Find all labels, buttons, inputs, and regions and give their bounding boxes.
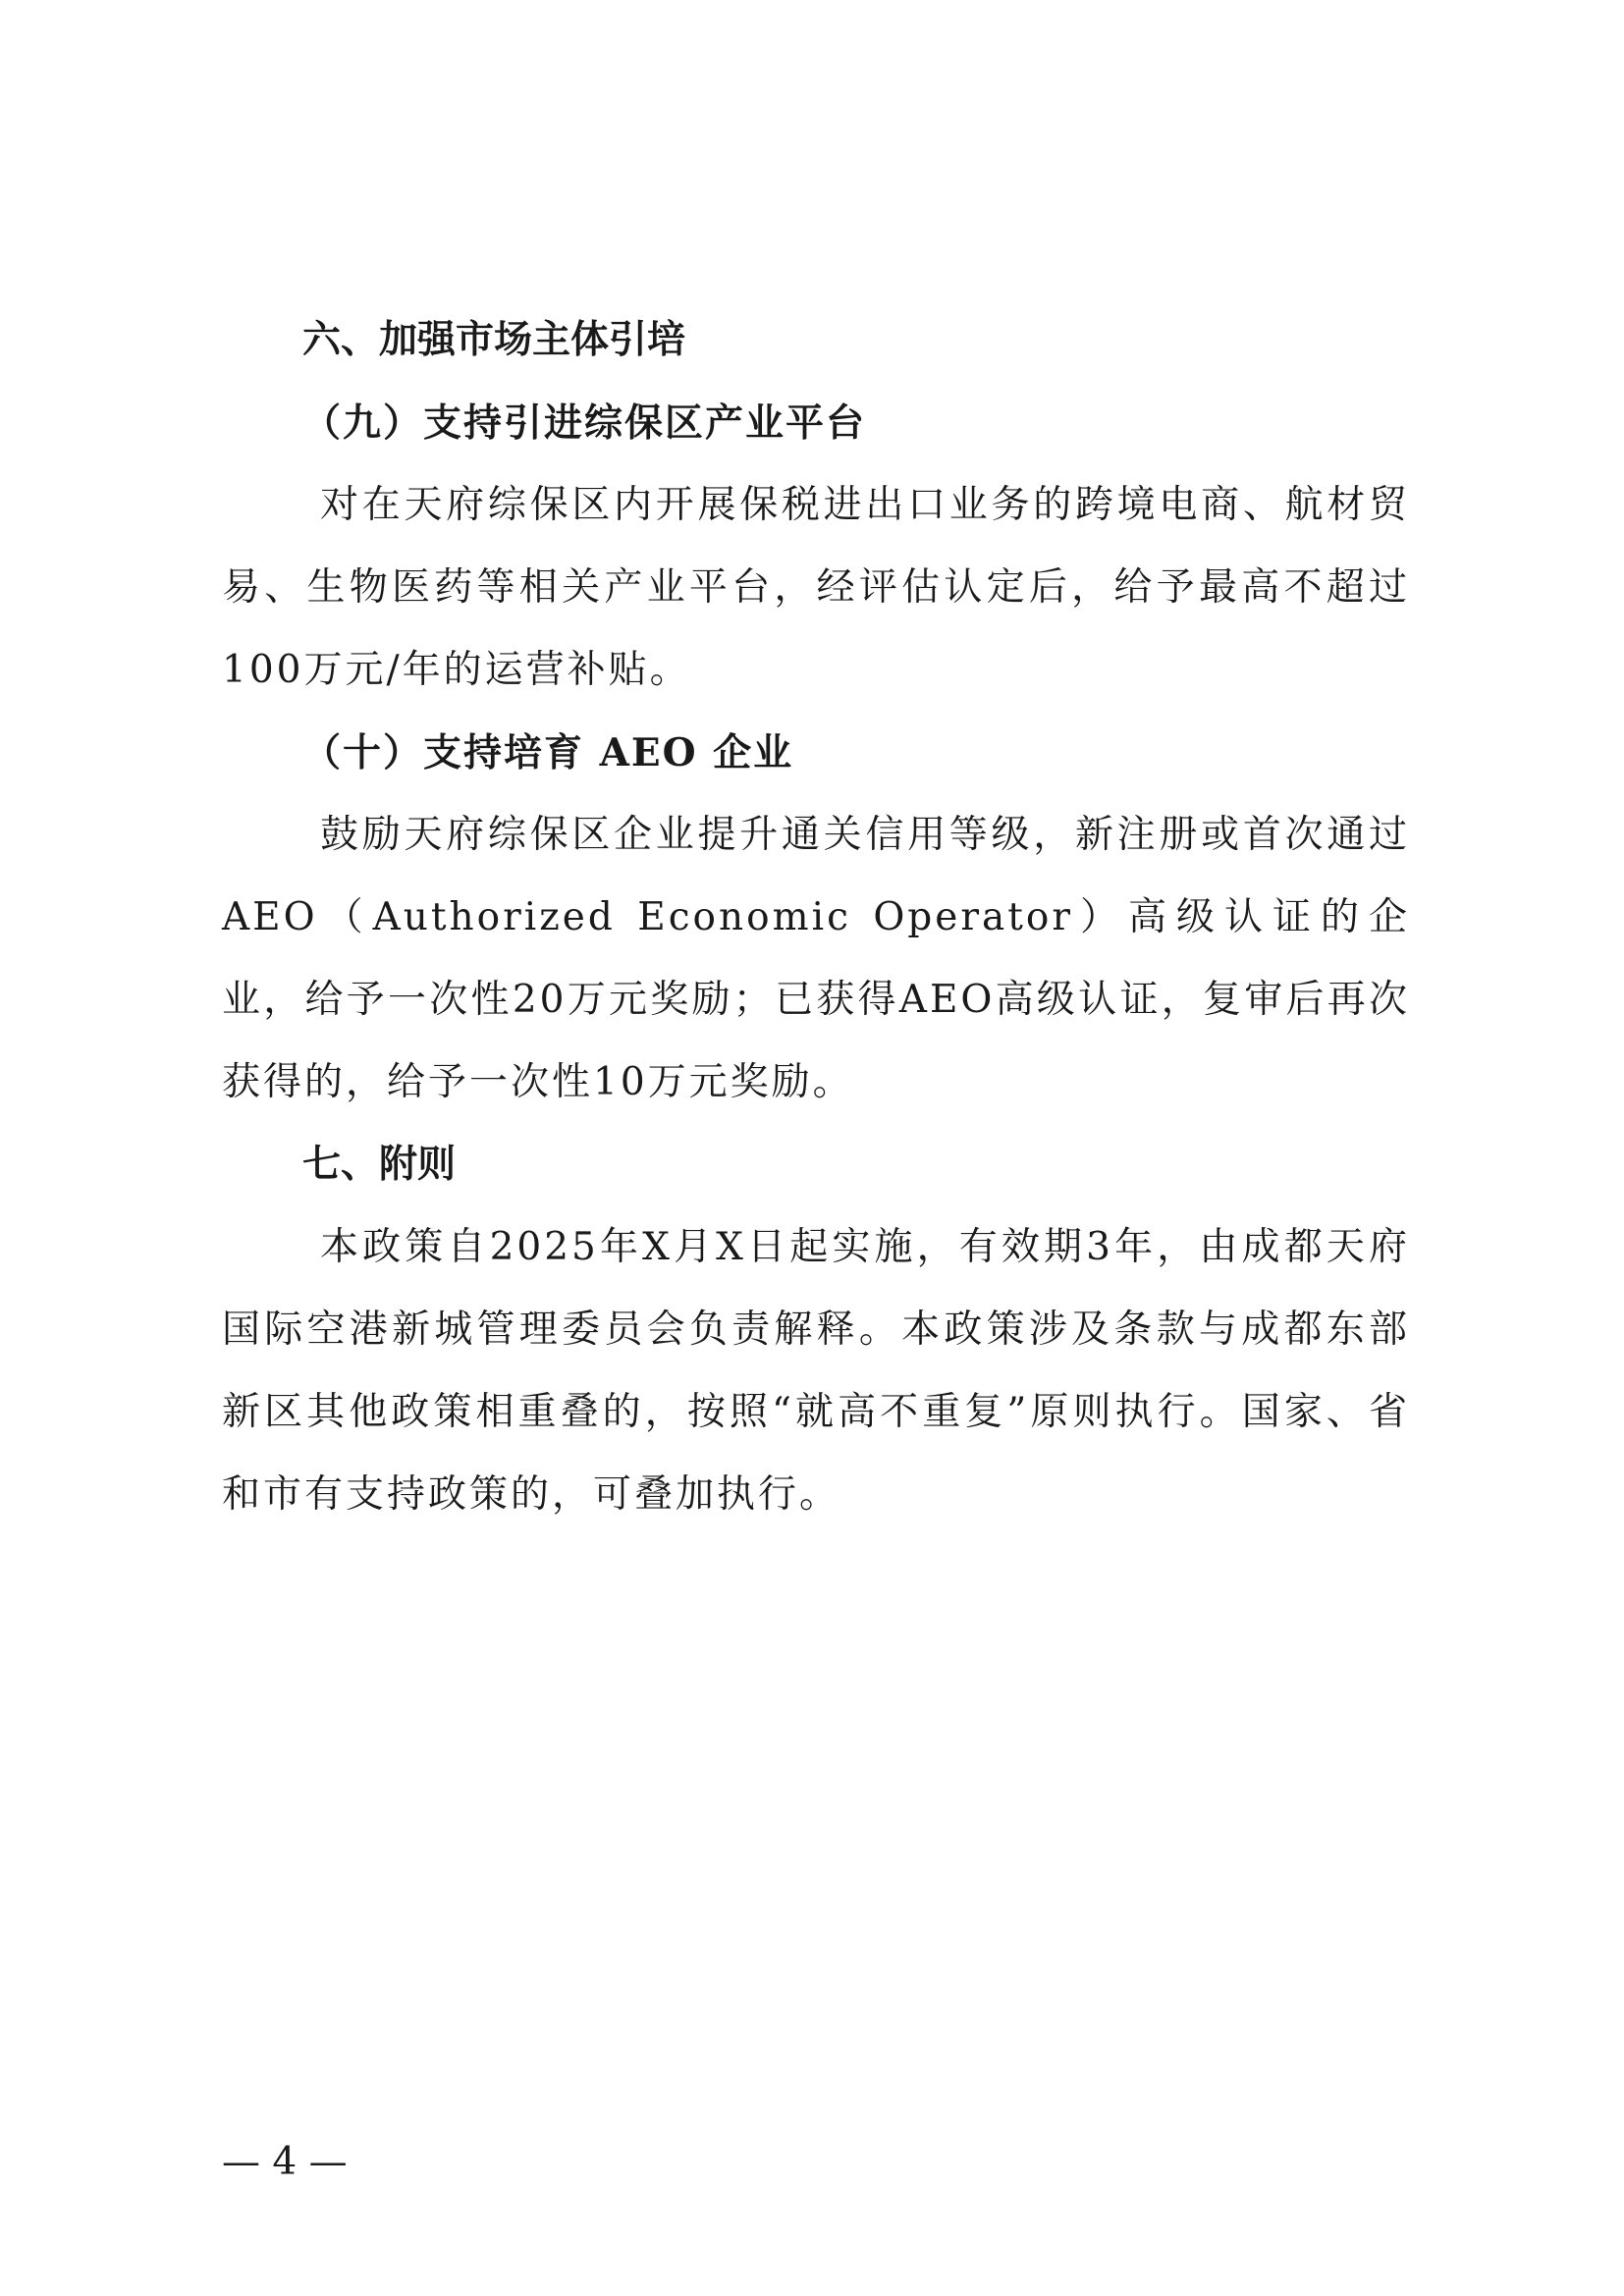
- section-heading-7: 七、附则: [302, 1143, 457, 1187]
- item-9: [222, 382, 1410, 712]
- section-heading-6: 六、加强市场主体引培: [302, 318, 686, 362]
- document-body: [222, 299, 1410, 1536]
- page-number: — 4 —: [222, 2140, 348, 2184]
- item-paragraph-9: 对在天府综保区内开展保税进出口业务的跨境电商、航材贸易、生物医药等相关产业平台，经评估认定后，给予最高不超过100万元/年的运营补贴。: [222, 483, 1410, 692]
- item-10: [222, 712, 1410, 1124]
- item-heading-9: （九）支持引进综保区产业平台: [302, 400, 867, 446]
- item-heading-10: （十）支持培育 AEO 企业: [302, 730, 794, 775]
- item-paragraph-10: 鼓励天府综保区企业提升通关信用等级，新注册或首次通过AEO（Authorized Economic Operator）高级认证的企业，给予一次性20万元奖励；已获得AEO高级认证，复审后再次获得的，给予一次性10万元奖励。: [222, 813, 1410, 1104]
- section-paragraph-7: 本政策自2025年X月X日起实施，有效期3年，由成都天府国际空港新城管理委员会负责解释。本政策涉及条款与成都东部新区其他政策相重叠的，按照“就高不重复”原则执行。国家、省和市有支持政策的，可叠加执行。: [222, 1225, 1410, 1517]
- section-6: [222, 299, 1410, 1124]
- section-7: [222, 1124, 1410, 1536]
